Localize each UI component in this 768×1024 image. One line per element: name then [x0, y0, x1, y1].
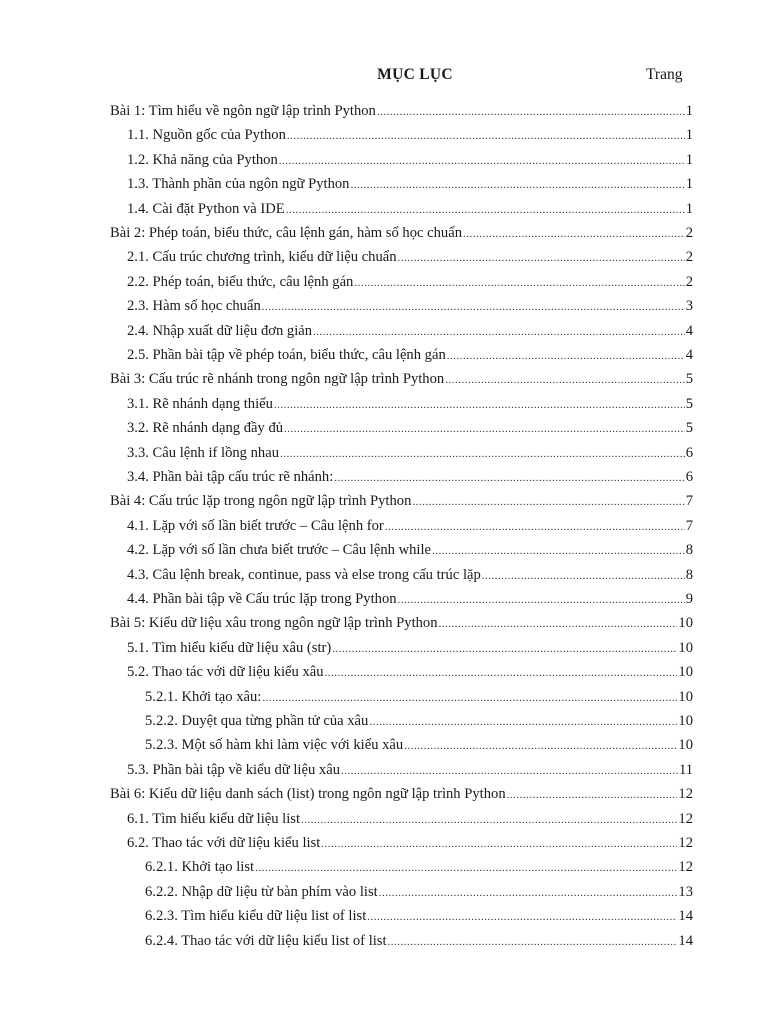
- toc-entry-title: 1.1. Nguồn gốc của Python: [127, 127, 286, 144]
- dot-leader: [369, 716, 677, 728]
- toc-entry-page: 10: [678, 713, 693, 729]
- toc-entry[interactable]: [127, 347, 693, 369]
- toc-entry-title: 5.3. Phần bài tập về kiểu dữ liệu xâu: [127, 761, 340, 778]
- toc-entry-page: 2: [685, 249, 693, 266]
- dot-leader: [377, 106, 685, 118]
- dot-leader: [432, 545, 685, 557]
- toc-entry-page: 14: [678, 932, 693, 949]
- toc-entry-page: 12: [678, 859, 693, 876]
- toc-entry-page: 13: [678, 883, 693, 900]
- dot-leader: [354, 277, 684, 289]
- toc-entry[interactable]: [127, 127, 693, 149]
- dot-leader: [412, 496, 684, 508]
- dot-leader: [325, 667, 678, 679]
- toc-entry[interactable]: [145, 908, 693, 930]
- toc-entry-title: 1.4. Cài đặt Python và IDE: [127, 200, 285, 217]
- toc-entry-title: Bài 6: Kiểu dữ liệu danh sách (list) trong ngôn ngữ lập trình Python: [110, 786, 506, 803]
- toc-entry-page: 4: [685, 322, 693, 339]
- toc-entry-page: 7: [685, 493, 693, 510]
- toc-entry-page: 6: [685, 469, 693, 485]
- toc-entry-page: 14: [678, 908, 693, 925]
- dot-leader: [262, 301, 685, 313]
- toc-entry-title: 4.3. Câu lệnh break, continue, pass và else trong cấu trúc lặp: [127, 566, 481, 583]
- toc-entry-title: Bài 1: Tìm hiểu về ngôn ngữ lập trình Python: [110, 103, 376, 119]
- toc-entry-title: 3.4. Phần bài tập cấu trúc rẽ nhánh:: [127, 469, 334, 485]
- toc-entry-page: 12: [678, 810, 693, 827]
- toc-entry-title: 4.2. Lặp với số lần chưa biết trước – Câu lệnh while: [127, 542, 432, 559]
- toc-entry-title: 3.3. Câu lệnh if lồng nhau: [127, 444, 279, 461]
- dot-leader: [388, 936, 678, 948]
- toc-entry-title: Bài 4: Cấu trúc lặp trong ngôn ngữ lập trình Python: [110, 493, 412, 510]
- toc-entry-page: 12: [678, 835, 693, 851]
- dot-leader: [398, 594, 685, 606]
- toc-entry[interactable]: [127, 274, 693, 296]
- toc-entry-page: 2: [685, 273, 693, 290]
- toc-entry-page: 5: [685, 420, 693, 437]
- page-title: MỤC LỤC: [377, 66, 453, 83]
- toc-entry[interactable]: [145, 689, 693, 711]
- toc-entry-page: 1: [685, 103, 693, 119]
- toc-entry-page: 1: [685, 151, 693, 168]
- dot-leader: [332, 643, 677, 655]
- toc-entry[interactable]: [145, 737, 693, 759]
- dot-leader: [379, 887, 678, 899]
- dot-leader: [341, 765, 678, 777]
- dot-leader: [313, 326, 685, 338]
- toc-entry-title: 6.2.4. Thao tác với dữ liệu kiểu list of list: [145, 932, 387, 949]
- dot-leader: [284, 423, 685, 435]
- toc-entry-title: 6.1. Tìm hiểu kiểu dữ liệu list: [127, 810, 301, 827]
- dot-leader: [439, 618, 678, 630]
- toc-entry[interactable]: [145, 859, 693, 881]
- toc-entry-page: 10: [678, 688, 693, 705]
- dot-leader: [350, 179, 684, 191]
- toc-entry[interactable]: [127, 323, 693, 345]
- toc-entry-title: 4.4. Phần bài tập về Cấu trúc lặp trong Python: [127, 591, 397, 607]
- dot-leader: [398, 252, 685, 264]
- dot-leader: [286, 204, 685, 216]
- toc-entry-title: 2.1. Cấu trúc chương trình, kiểu dữ liệu chuẩn: [127, 249, 397, 266]
- toc-entry-page: 5: [685, 371, 693, 388]
- toc-entry[interactable]: [127, 664, 693, 686]
- dot-leader: [463, 228, 685, 240]
- toc-entry[interactable]: [110, 493, 693, 515]
- toc-entry-page: 8: [685, 542, 693, 559]
- dot-leader: [287, 130, 685, 142]
- toc-entry-title: 5.2.2. Duyệt qua từng phần tử của xâu: [145, 713, 369, 729]
- toc-entry-page: 10: [678, 737, 693, 754]
- toc-entry[interactable]: [110, 371, 693, 393]
- toc-entry[interactable]: [127, 420, 693, 442]
- dot-leader: [255, 862, 677, 874]
- toc-entry-title: Bài 3: Cấu trúc rẽ nhánh trong ngôn ngữ lập trình Python: [110, 371, 445, 388]
- toc-entry[interactable]: [145, 884, 693, 906]
- toc-entry[interactable]: [127, 176, 693, 198]
- toc-entry[interactable]: [110, 103, 693, 125]
- toc-entry[interactable]: [127, 152, 693, 174]
- toc-entry-page: 6: [685, 444, 693, 461]
- toc-header: [0, 66, 768, 92]
- dot-leader: [482, 570, 685, 582]
- toc-entry-page: 10: [678, 615, 693, 632]
- toc-entry[interactable]: [127, 445, 693, 467]
- toc-entry[interactable]: [127, 298, 693, 320]
- toc-entry-title: Bài 2: Phép toán, biểu thức, câu lệnh gán, hàm số học chuẩn: [110, 225, 462, 241]
- toc-entry-page: 10: [678, 639, 693, 656]
- toc-entry[interactable]: [127, 201, 693, 223]
- toc-entry[interactable]: [127, 811, 693, 833]
- dot-leader: [280, 448, 685, 460]
- toc-entry-title: 2.3. Hàm số học chuẩn: [127, 298, 261, 315]
- toc-entry-page: 8: [685, 566, 693, 583]
- toc-entry-page: 2: [685, 225, 693, 241]
- toc-entry-title: 5.2. Thao tác với dữ liệu kiểu xâu: [127, 664, 324, 681]
- toc-entry-title: 6.2.1. Khởi tạo list: [145, 859, 255, 876]
- toc-entry-page: 1: [685, 176, 693, 193]
- toc-entry[interactable]: [110, 225, 693, 247]
- toc-entry-title: 5.2.1. Khởi tạo xâu:: [145, 688, 262, 705]
- toc-entry-title: 1.3. Thành phần của ngôn ngữ Python: [127, 176, 350, 193]
- toc-entry-page: 4: [685, 347, 693, 363]
- toc-entry-page: 10: [678, 664, 693, 681]
- toc-entry-page: 9: [685, 591, 693, 607]
- toc-entry[interactable]: [110, 615, 693, 637]
- dot-leader: [445, 374, 685, 386]
- toc-entry-title: 3.2. Rẽ nhánh dạng đầy đủ: [127, 420, 284, 437]
- toc-entry-title: 5.2.3. Một số hàm khi làm việc với kiểu xâu: [145, 737, 404, 754]
- toc-entry-title: Bài 5: Kiểu dữ liệu xâu trong ngôn ngữ lập trình Python: [110, 615, 438, 632]
- dot-leader: [301, 814, 677, 826]
- toc-entry-title: 2.5. Phần bài tập về phép toán, biểu thức, câu lệnh gán: [127, 347, 446, 363]
- toc-entry-page: 1: [685, 127, 693, 144]
- dot-leader: [334, 472, 684, 484]
- dot-leader: [447, 350, 685, 362]
- dot-leader: [367, 911, 677, 923]
- toc-entry[interactable]: [110, 786, 693, 808]
- toc-entry-page: 5: [685, 395, 693, 412]
- dot-leader: [507, 789, 678, 801]
- toc-entry-title: 2.4. Nhập xuất dữ liệu đơn giản: [127, 322, 313, 339]
- dot-leader: [385, 521, 685, 533]
- toc-entry[interactable]: [127, 762, 693, 784]
- page-column-label: Trang: [646, 66, 683, 83]
- toc-entry[interactable]: [145, 933, 693, 955]
- toc-entry-title: 5.1. Tìm hiểu kiểu dữ liệu xâu (str): [127, 639, 332, 656]
- toc-entry[interactable]: [127, 542, 693, 564]
- toc-entry[interactable]: [127, 396, 693, 418]
- toc-entry-title: 6.2. Thao tác với dữ liệu kiểu list: [127, 835, 321, 851]
- dot-leader: [404, 740, 677, 752]
- toc-entry-title: 6.2.3. Tìm hiểu kiểu dữ liệu list of list: [145, 908, 367, 925]
- toc-entry[interactable]: [127, 640, 693, 662]
- toc-entry-page: 3: [685, 298, 693, 315]
- dot-leader: [321, 838, 677, 850]
- toc-entry-page: 7: [685, 517, 693, 534]
- toc-entry-title: 2.2. Phép toán, biểu thức, câu lệnh gán: [127, 273, 354, 290]
- toc-entry-title: 3.1. Rẽ nhánh dạng thiếu: [127, 395, 273, 412]
- toc-entry-page: 11: [678, 761, 693, 778]
- toc-entry-page: 12: [678, 786, 693, 803]
- dot-leader: [279, 155, 685, 167]
- toc-entry[interactable]: [127, 835, 693, 857]
- toc-entry-title: 1.2. Khả năng của Python: [127, 151, 278, 168]
- toc-entry-title: 6.2.2. Nhập dữ liệu từ bàn phím vào list: [145, 883, 378, 900]
- toc-entry[interactable]: [127, 469, 693, 491]
- toc-entry[interactable]: [145, 713, 693, 735]
- dot-leader: [262, 692, 677, 704]
- dot-leader: [274, 399, 685, 411]
- toc-entry[interactable]: [127, 591, 693, 613]
- toc-entry-title: 4.1. Lặp với số lần biết trước – Câu lệnh for: [127, 517, 384, 534]
- toc-entry[interactable]: [127, 249, 693, 271]
- toc-entry[interactable]: [127, 567, 693, 589]
- toc-entry[interactable]: [127, 518, 693, 540]
- toc-entry-page: 1: [685, 200, 693, 217]
